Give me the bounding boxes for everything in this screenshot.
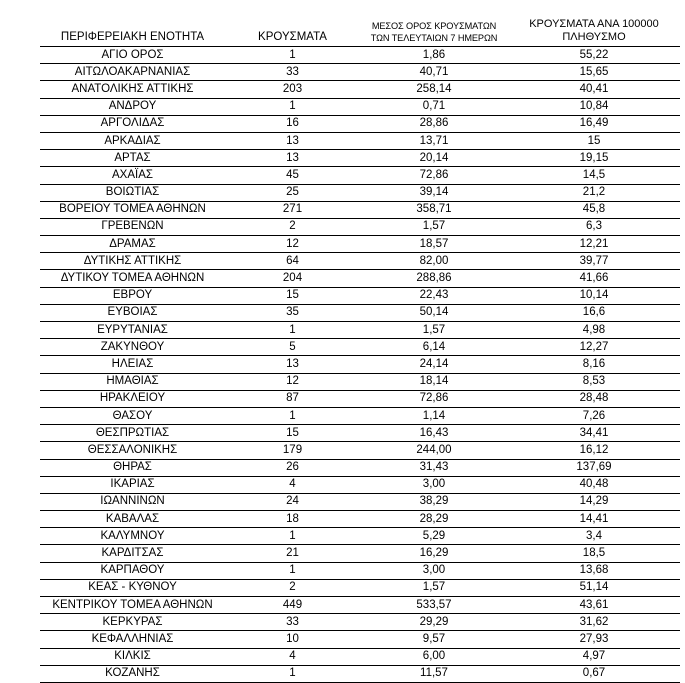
cell-cases: 4 (225, 648, 360, 665)
cell-region: ΚΕΦΑΛΛΗΝΙΑΣ (40, 631, 225, 648)
cell-avg-7day: 3,00 (360, 476, 508, 493)
cell-cases: 2 (225, 579, 360, 596)
header-avg (360, 18, 508, 47)
cell-region: ΚΑΡΔΙΤΣΑΣ (40, 545, 225, 562)
cell-region: ΖΑΚΥΝΘΟΥ (40, 339, 225, 356)
cell-region: ΘΗΡΑΣ (40, 459, 225, 476)
table-row (40, 322, 680, 339)
cell-cases: 13 (225, 150, 360, 167)
cell-per-100k: 39,77 (508, 253, 680, 270)
cell-region: ΑΡΚΑΔΙΑΣ (40, 132, 225, 149)
cell-cases: 2 (225, 218, 360, 235)
cell-cases: 203 (225, 81, 360, 98)
table-row (40, 442, 680, 459)
cell-per-100k: 0,67 (508, 665, 680, 682)
cell-avg-7day: 28,86 (360, 115, 508, 132)
cell-avg-7day: 358,71 (360, 201, 508, 218)
cell-avg-7day: 31,43 (360, 459, 508, 476)
cell-cases: 4 (225, 476, 360, 493)
cell-region: ΙΚΑΡΙΑΣ (40, 476, 225, 493)
table-row (40, 304, 680, 321)
cell-per-100k: 3,4 (508, 528, 680, 545)
table-row (40, 545, 680, 562)
table-row (40, 562, 680, 579)
cell-per-100k: 18,5 (508, 545, 680, 562)
cell-avg-7day: 13,71 (360, 132, 508, 149)
cell-cases: 1 (225, 98, 360, 115)
cell-region: ΑΝΑΤΟΛΙΚΗΣ ΑΤΤΙΚΗΣ (40, 81, 225, 98)
cell-cases: 24 (225, 493, 360, 510)
cell-avg-7day: 40,71 (360, 64, 508, 81)
cell-region: ΕΒΡΟΥ (40, 287, 225, 304)
cell-cases: 33 (225, 614, 360, 631)
cell-per-100k: 21,2 (508, 184, 680, 201)
cell-region: ΚΙΛΚΙΣ (40, 648, 225, 665)
cell-avg-7day: 24,14 (360, 356, 508, 373)
cell-avg-7day: 9,57 (360, 631, 508, 648)
cell-avg-7day: 1,57 (360, 579, 508, 596)
cell-cases: 271 (225, 201, 360, 218)
header-per100k (508, 18, 680, 47)
cell-avg-7day: 11,57 (360, 665, 508, 682)
cell-avg-7day: 1,86 (360, 47, 508, 64)
table-row (40, 218, 680, 235)
cell-avg-7day: 1,14 (360, 407, 508, 424)
cell-region: ΒΟΙΩΤΙΑΣ (40, 184, 225, 201)
table-row (40, 253, 680, 270)
header-region (40, 18, 225, 47)
cell-cases: 449 (225, 597, 360, 614)
cell-per-100k: 16,12 (508, 442, 680, 459)
table-row (40, 47, 680, 64)
header-per100k-line2: ΠΛΗΘΥΣΜΟ (562, 31, 626, 43)
cell-cases: 21 (225, 545, 360, 562)
cell-region: ΑΧΑΪΑΣ (40, 167, 225, 184)
cell-cases: 5 (225, 339, 360, 356)
table-row (40, 64, 680, 81)
cell-cases: 179 (225, 442, 360, 459)
table-row (40, 150, 680, 167)
cell-cases: 26 (225, 459, 360, 476)
cell-per-100k: 12,27 (508, 339, 680, 356)
cell-region: ΑΙΤΩΛΟΑΚΑΡΝΑΝΙΑΣ (40, 64, 225, 81)
cell-per-100k: 8,16 (508, 356, 680, 373)
cell-avg-7day: 1,57 (360, 322, 508, 339)
cell-avg-7day: 1,57 (360, 218, 508, 235)
cell-per-100k: 45,8 (508, 201, 680, 218)
table-row (40, 132, 680, 149)
header-avg-line2: ΤΩΝ ΤΕΛΕΥΤΑΙΩΝ 7 ΗΜΕΡΩΝ (370, 32, 498, 43)
table-row (40, 407, 680, 424)
cell-region: ΘΕΣΠΡΩΤΙΑΣ (40, 425, 225, 442)
cell-avg-7day: 244,00 (360, 442, 508, 459)
cell-cases: 13 (225, 132, 360, 149)
cell-region: ΚΑΛΥΜΝΟΥ (40, 528, 225, 545)
cell-avg-7day: 3,00 (360, 562, 508, 579)
cell-per-100k: 14,29 (508, 493, 680, 510)
cell-per-100k: 16,49 (508, 115, 680, 132)
cell-cases: 1 (225, 407, 360, 424)
table-row (40, 184, 680, 201)
cell-per-100k: 40,41 (508, 81, 680, 98)
cell-region: ΚΑΡΠΑΘΟΥ (40, 562, 225, 579)
cell-region: ΘΑΣΟΥ (40, 407, 225, 424)
table-row (40, 287, 680, 304)
cell-per-100k: 15,65 (508, 64, 680, 81)
table-row (40, 339, 680, 356)
cell-avg-7day: 16,43 (360, 425, 508, 442)
cell-cases: 1 (225, 562, 360, 579)
table-header (40, 18, 680, 47)
cell-per-100k: 14,5 (508, 167, 680, 184)
cell-avg-7day: 18,14 (360, 373, 508, 390)
cell-per-100k: 12,21 (508, 236, 680, 253)
table-row (40, 511, 680, 528)
table-row (40, 373, 680, 390)
cell-region: ΗΡΑΚΛΕΙΟΥ (40, 390, 225, 407)
cell-avg-7day: 533,57 (360, 597, 508, 614)
header-region-label: ΠΕΡΙΦΕΡΕΙΑΚΗ ΕΝΟΤΗΤΑ (60, 31, 205, 43)
cell-per-100k: 34,41 (508, 425, 680, 442)
table-row (40, 614, 680, 631)
cell-avg-7day: 288,86 (360, 270, 508, 287)
cell-region: ΚΕΡΚΥΡΑΣ (40, 614, 225, 631)
cell-region: ΔΥΤΙΚΗΣ ΑΤΤΙΚΗΣ (40, 253, 225, 270)
cell-region: ΕΥΡΥΤΑΝΙΑΣ (40, 322, 225, 339)
table-row (40, 270, 680, 287)
cell-per-100k: 31,62 (508, 614, 680, 631)
cases-table (40, 18, 680, 683)
cell-cases: 10 (225, 631, 360, 648)
cell-region: ΑΝΔΡΟΥ (40, 98, 225, 115)
table-row (40, 631, 680, 648)
cell-per-100k: 10,84 (508, 98, 680, 115)
table-row (40, 476, 680, 493)
cell-region: ΚΕΝΤΡΙΚΟΥ ΤΟΜΕΑ ΑΘΗΝΩΝ (40, 597, 225, 614)
cell-avg-7day: 22,43 (360, 287, 508, 304)
cell-region: ΔΡΑΜΑΣ (40, 236, 225, 253)
cell-per-100k: 55,22 (508, 47, 680, 64)
table-body (40, 47, 680, 683)
cell-cases: 1 (225, 322, 360, 339)
cell-region: ΚΟΖΑΝΗΣ (40, 665, 225, 682)
cell-per-100k: 15 (508, 132, 680, 149)
cell-per-100k: 16,6 (508, 304, 680, 321)
cell-cases: 1 (225, 47, 360, 64)
cell-per-100k: 51,14 (508, 579, 680, 596)
cell-region: ΓΡΕΒΕΝΩΝ (40, 218, 225, 235)
cell-cases: 1 (225, 528, 360, 545)
cell-region: ΑΓΙΟ ΟΡΟΣ (40, 47, 225, 64)
cell-region: ΚΑΒΑΛΑΣ (40, 511, 225, 528)
cell-avg-7day: 18,57 (360, 236, 508, 253)
cell-region: ΚΕΑΣ - ΚΥΘΝΟΥ (40, 579, 225, 596)
cell-per-100k: 14,41 (508, 511, 680, 528)
cell-region: ΗΛΕΙΑΣ (40, 356, 225, 373)
cell-per-100k: 10,14 (508, 287, 680, 304)
cell-avg-7day: 28,29 (360, 511, 508, 528)
cell-cases: 15 (225, 425, 360, 442)
table-row (40, 115, 680, 132)
cell-cases: 18 (225, 511, 360, 528)
cell-cases: 204 (225, 270, 360, 287)
table-row (40, 493, 680, 510)
cell-cases: 64 (225, 253, 360, 270)
table-row (40, 425, 680, 442)
table-row (40, 579, 680, 596)
header-cases-label: ΚΡΟΥΣΜΑΤΑ (258, 31, 327, 43)
cell-region: ΙΩΑΝΝΙΝΩΝ (40, 493, 225, 510)
cell-avg-7day: 20,14 (360, 150, 508, 167)
cell-per-100k: 19,15 (508, 150, 680, 167)
cell-per-100k: 43,61 (508, 597, 680, 614)
cell-per-100k: 6,3 (508, 218, 680, 235)
cell-cases: 15 (225, 287, 360, 304)
cell-per-100k: 28,48 (508, 390, 680, 407)
cell-cases: 16 (225, 115, 360, 132)
cell-cases: 12 (225, 236, 360, 253)
cell-region: ΒΟΡΕΙΟΥ ΤΟΜΕΑ ΑΘΗΝΩΝ (40, 201, 225, 218)
cell-per-100k: 13,68 (508, 562, 680, 579)
cell-avg-7day: 39,14 (360, 184, 508, 201)
cell-cases: 25 (225, 184, 360, 201)
cell-per-100k: 7,26 (508, 407, 680, 424)
cell-cases: 33 (225, 64, 360, 81)
table-row (40, 597, 680, 614)
cell-cases: 87 (225, 390, 360, 407)
cell-per-100k: 4,98 (508, 322, 680, 339)
cell-per-100k: 8,53 (508, 373, 680, 390)
cell-avg-7day: 6,00 (360, 648, 508, 665)
table-row (40, 390, 680, 407)
cell-avg-7day: 6,14 (360, 339, 508, 356)
header-cases (225, 18, 360, 47)
table-row (40, 98, 680, 115)
cell-per-100k: 27,93 (508, 631, 680, 648)
cell-cases: 1 (225, 665, 360, 682)
cell-avg-7day: 0,71 (360, 98, 508, 115)
table-row (40, 201, 680, 218)
cell-per-100k: 40,48 (508, 476, 680, 493)
header-avg-line1: ΜΕΣΟΣ ΟΡΟΣ ΚΡΟΥΣΜΑΤΩΝ (371, 21, 497, 31)
table-row (40, 236, 680, 253)
cell-region: ΔΥΤΙΚΟΥ ΤΟΜΕΑ ΑΘΗΝΩΝ (40, 270, 225, 287)
cell-avg-7day: 38,29 (360, 493, 508, 510)
cell-per-100k: 137,69 (508, 459, 680, 476)
header-row (40, 18, 680, 47)
cell-avg-7day: 72,86 (360, 390, 508, 407)
cell-avg-7day: 50,14 (360, 304, 508, 321)
cell-per-100k: 41,66 (508, 270, 680, 287)
table-row (40, 528, 680, 545)
cell-cases: 35 (225, 304, 360, 321)
cell-avg-7day: 72,86 (360, 167, 508, 184)
cell-region: ΑΡΓΟΛΙΔΑΣ (40, 115, 225, 132)
cell-cases: 45 (225, 167, 360, 184)
cell-avg-7day: 29,29 (360, 614, 508, 631)
table-row (40, 167, 680, 184)
cell-cases: 12 (225, 373, 360, 390)
cell-region: ΘΕΣΣΑΛΟΝΙΚΗΣ (40, 442, 225, 459)
cell-region: ΑΡΤΑΣ (40, 150, 225, 167)
table-row (40, 81, 680, 98)
table-row (40, 648, 680, 665)
cell-avg-7day: 5,29 (360, 528, 508, 545)
table-row (40, 356, 680, 373)
cell-region: ΕΥΒΟΙΑΣ (40, 304, 225, 321)
cell-cases: 13 (225, 356, 360, 373)
cell-avg-7day: 82,00 (360, 253, 508, 270)
cell-per-100k: 4,97 (508, 648, 680, 665)
header-per100k-line1: ΚΡΟΥΣΜΑΤΑ ΑΝΑ 100000 (529, 18, 659, 30)
table-row (40, 459, 680, 476)
cell-region: ΗΜΑΘΙΑΣ (40, 373, 225, 390)
cell-avg-7day: 16,29 (360, 545, 508, 562)
cell-avg-7day: 258,14 (360, 81, 508, 98)
